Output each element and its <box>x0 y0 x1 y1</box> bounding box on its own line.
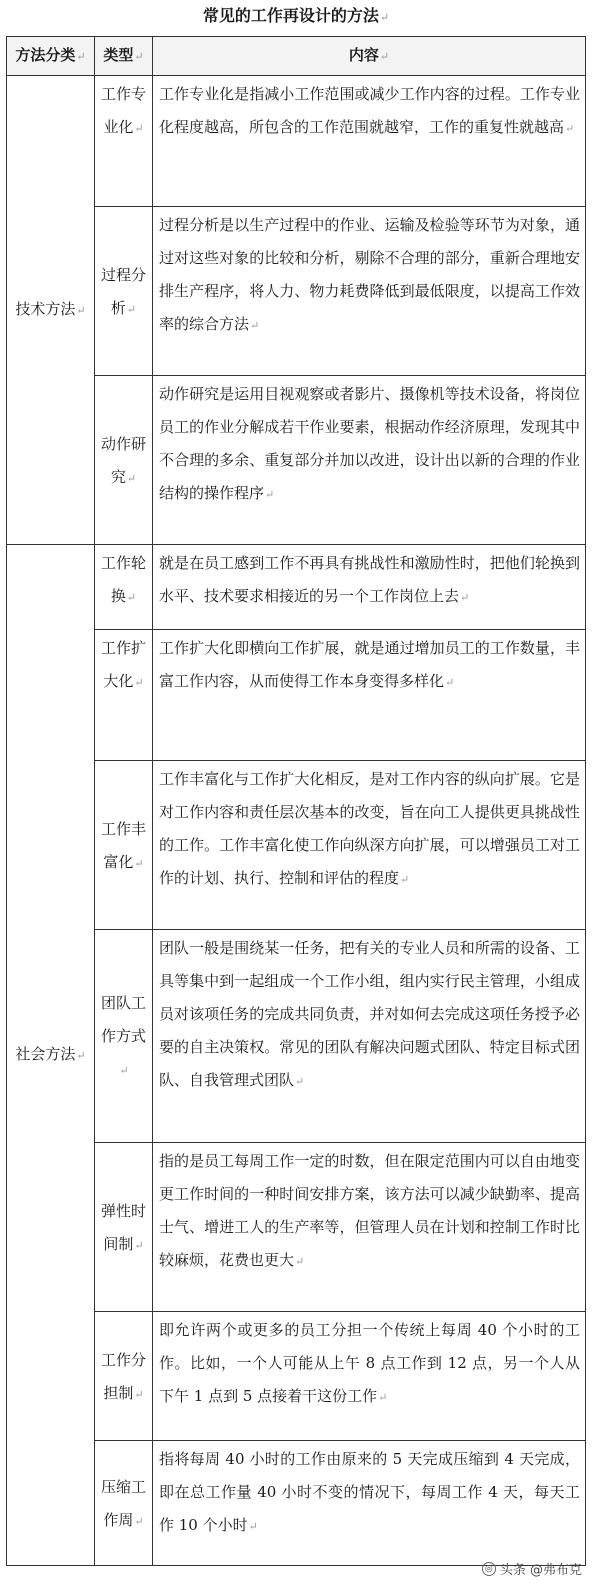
content-cell: 指将每周 40 小时的工作由原来的 5 天完成压缩到 4 天完成，即在总工作量 40 小时不变的情况下，每周工作 4 天，每天工作 10 个小时↵ <box>153 1441 586 1566</box>
toutiao-logo-icon: ◎ <box>482 1562 496 1576</box>
content-cell: 工作扩大化即横向工作扩展，就是通过增加员工的工作数量，丰富工作内容，从而使得工作本身变得多样化↵ <box>153 630 586 761</box>
table-header-row <box>7 37 586 76</box>
type-cell: 工作扩大化↵ <box>95 630 153 761</box>
type-cell: 动作研究↵ <box>95 376 153 545</box>
content-cell: 就是在员工感到工作不再具有挑战性和激励性时，把他们轮换到水平、技术要求相接近的另一个工作岗位上去↵ <box>153 545 586 630</box>
content-cell: 即允许两个或更多的员工分担一个传统上每周 40 个小时的工作。比如，一个人可能从上午 8 点工作到 12 点，另一个人从下午 1 点到 5 点接着干这份工作↵ <box>153 1312 586 1441</box>
header-category: 方法分类↵ <box>7 37 95 76</box>
methods-table <box>6 36 586 1566</box>
category-cell: 社会方法↵ <box>7 545 95 1566</box>
table-row <box>7 76 586 207</box>
content-cell: 工作丰富化与工作扩大化相反，是对工作内容的纵向扩展。它是对工作内容和责任层次基本的改变，旨在向工人提供更具挑战性的工作。工作丰富化使工作向纵深方向扩展，可以增强员工对工作的计划、执行、控制和评估的程度↵ <box>153 761 586 930</box>
document-title: 常见的工作再设计的方法↵ <box>202 6 390 25</box>
watermark <box>482 1559 582 1578</box>
watermark-text: 头条 @弗布克 <box>499 1563 582 1578</box>
content-cell: 指的是员工每周工作一定的时数，但在限定范围内可以自由地变更工作时间的一种时间安排方案，该方法可以减少缺勤率、提高士气、增进工人的生产率等，但管理人员在计划和控制工作时比较麻烦，花费也更大↵ <box>153 1143 586 1312</box>
content-cell: 团队一般是围绕某一任务，把有关的专业人员和所需的设备、工具等集中到一起组成一个工作小组，组内实行民主管理，小组成员对该项任务的完成共同负责，并对如何去完成这项任务授予必要的自主决策权。常见的团队有解决问题式团队、特定目标式团队、自我管理式团队↵ <box>153 930 586 1143</box>
type-cell: 过程分析↵ <box>95 207 153 376</box>
header-type: 类型↵ <box>95 37 153 76</box>
type-cell: 压缩工作周↵ <box>95 1441 153 1566</box>
type-cell: 团队工作方式↵ <box>95 930 153 1143</box>
header-content: 内容↵ <box>153 37 586 76</box>
type-cell: 工作分担制↵ <box>95 1312 153 1441</box>
type-cell: 弹性时间制↵ <box>95 1143 153 1312</box>
table-row <box>7 545 586 630</box>
type-cell: 工作丰富化↵ <box>95 761 153 930</box>
content-cell: 工作专业化是指减小工作范围或减少工作内容的过程。工作专业化程度越高，所包含的工作范围就越窄，工作的重复性就越高↵ <box>153 76 586 207</box>
content-cell: 动作研究是运用目视观察或者影片、摄像机等技术设备，将岗位员工的作业分解成若干作业要素，根据动作经济原理，发现其中不合理的多余、重复部分并加以改进，设计出以新的合理的作业结构的操作程序↵ <box>153 376 586 545</box>
paragraph-mark: ↵ <box>379 11 390 24</box>
type-cell: 工作专业化↵ <box>95 76 153 207</box>
content-cell: 过程分析是以生产过程中的作业、运输及检验等环节为对象，通过对这些对象的比较和分析，剔除不合理的部分，重新合理地安排生产程序，将人力、物力耗费降低到最低限度，以提高工作效率的综合方法↵ <box>153 207 586 376</box>
category-cell: 技术方法↵ <box>7 76 95 545</box>
type-cell: 工作轮换↵ <box>95 545 153 630</box>
